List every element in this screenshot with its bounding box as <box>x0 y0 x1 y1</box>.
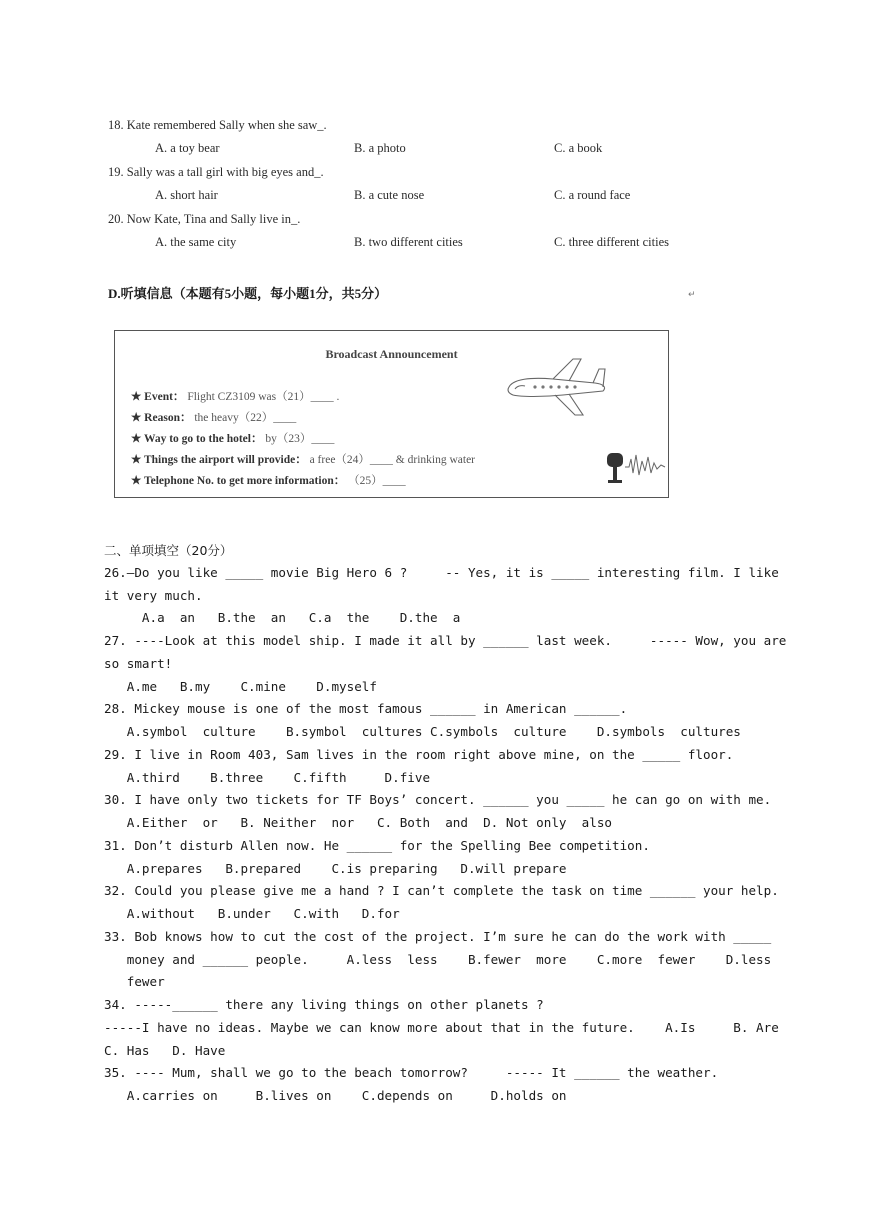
text-line: 31. Don’t disturb Allen now. He ______ for the Spelling Bee competition. <box>104 838 650 853</box>
question-20-option-c: C. three different cities <box>554 235 670 249</box>
text-line: it very much. <box>104 588 203 603</box>
text-line: A.prepares B.prepared C.is preparing D.will prepare <box>104 861 567 876</box>
text-line: A.Either or B. Neither nor C. Both and D. Not only also <box>104 815 612 830</box>
row-label: ★ Event： <box>131 391 185 403</box>
broadcast-row-telephone <box>131 472 406 488</box>
question-18-option-a: A. a toy bear <box>155 141 220 155</box>
row-value: by（23）____ <box>265 433 335 445</box>
broadcast-title: Broadcast Announcement <box>325 347 458 361</box>
question-20-option-b: B. two different cities <box>354 235 463 249</box>
row-value: the heavy（22）____ <box>194 412 297 424</box>
row-value: （25）____ <box>348 475 406 487</box>
row-label: ★ Way to go to the hotel： <box>131 433 263 445</box>
row-label: ★ Reason： <box>131 412 192 424</box>
text-line: C. Has D. Have <box>104 1043 226 1058</box>
section-2-title: 二、单项填空（20分） <box>104 543 233 558</box>
broadcast-row-reason <box>131 409 296 425</box>
row-value: a free（24）____ & drinking water <box>309 454 476 466</box>
question-19-stem: 19. Sally was a tall girl with big eyes and_. <box>108 165 324 179</box>
broadcast-announcement-box <box>114 330 669 498</box>
broadcast-row-way <box>131 430 334 446</box>
text-line: 32. Could you please give me a hand ? I can’t complete the task on time ______ your help. <box>104 883 779 898</box>
microphone-soundwave-icon <box>603 445 669 487</box>
airplane-icon <box>503 349 613 424</box>
row-label: ★ Telephone No. to get more information： <box>131 475 346 487</box>
text-line: A.symbol culture B.symbol cultures C.symbols culture D.symbols cultures <box>104 724 741 739</box>
text-line: A.without B.under C.with D.for <box>104 906 400 921</box>
text-line: A.me B.my C.mine D.myself <box>104 679 377 694</box>
row-label: ★ Things the airport will provide： <box>131 454 307 466</box>
question-19-option-b: B. a cute nose <box>354 188 425 202</box>
text-line: 29. I live in Room 403, Sam lives in the room right above mine, on the _____ floor. <box>104 747 734 762</box>
text-line: 33. Bob knows how to cut the cost of the project. I’m sure he can do the work with _____ <box>104 929 772 944</box>
text-line: -----I have no ideas. Maybe we can know more about that in the future. A.Is B. Are <box>104 1020 779 1035</box>
broadcast-row-event <box>131 388 339 404</box>
question-18-stem: 18. Kate remembered Sally when she saw_. <box>108 118 327 132</box>
text-line: A.carries on B.lives on C.depends on D.holds on <box>104 1088 567 1103</box>
text-line: 35. ---- Mum, shall we go to the beach tomorrow? ----- It ______ the weather. <box>104 1065 719 1080</box>
text-line: so smart! <box>104 656 173 671</box>
text-line: money and ______ people. A.less less B.fewer more C.more fewer D.less <box>104 952 772 967</box>
text-line: A.a an B.the an C.a the D.the a <box>104 610 461 625</box>
section-d-title: D.听填信息（本题有5小题，每小题1分，共5分） <box>108 286 388 301</box>
text-line: 26.—Do you like _____ movie Big Hero 6 ? -- Yes, it is _____ interesting film. I like <box>104 565 779 580</box>
text-line: fewer <box>104 974 165 989</box>
question-18-option-b: B. a photo <box>354 141 406 155</box>
row-value: Flight CZ3109 was（21）____ . <box>187 391 340 403</box>
question-20-stem: 20. Now Kate, Tina and Sally live in_. <box>108 212 301 226</box>
text-line: 34. -----______ there any living things on other planets ? <box>104 997 544 1012</box>
text-line: A.third B.three C.fifth D.five <box>104 770 431 785</box>
return-mark-icon: ↵ <box>688 290 696 300</box>
question-20-option-a: A. the same city <box>155 235 237 249</box>
text-line: 27. ----Look at this model ship. I made it all by ______ last week. ----- Wow, you are <box>104 633 787 648</box>
question-19-option-c: C. a round face <box>554 188 631 202</box>
question-18-option-c: C. a book <box>554 141 603 155</box>
broadcast-row-things <box>131 451 475 467</box>
question-19-option-a: A. short hair <box>155 188 218 202</box>
text-line: 30. I have only two tickets for TF Boys’ concert. ______ you _____ he can go on with me. <box>104 792 772 807</box>
text-line: 28. Mickey mouse is one of the most famous ______ in American ______. <box>104 701 628 716</box>
